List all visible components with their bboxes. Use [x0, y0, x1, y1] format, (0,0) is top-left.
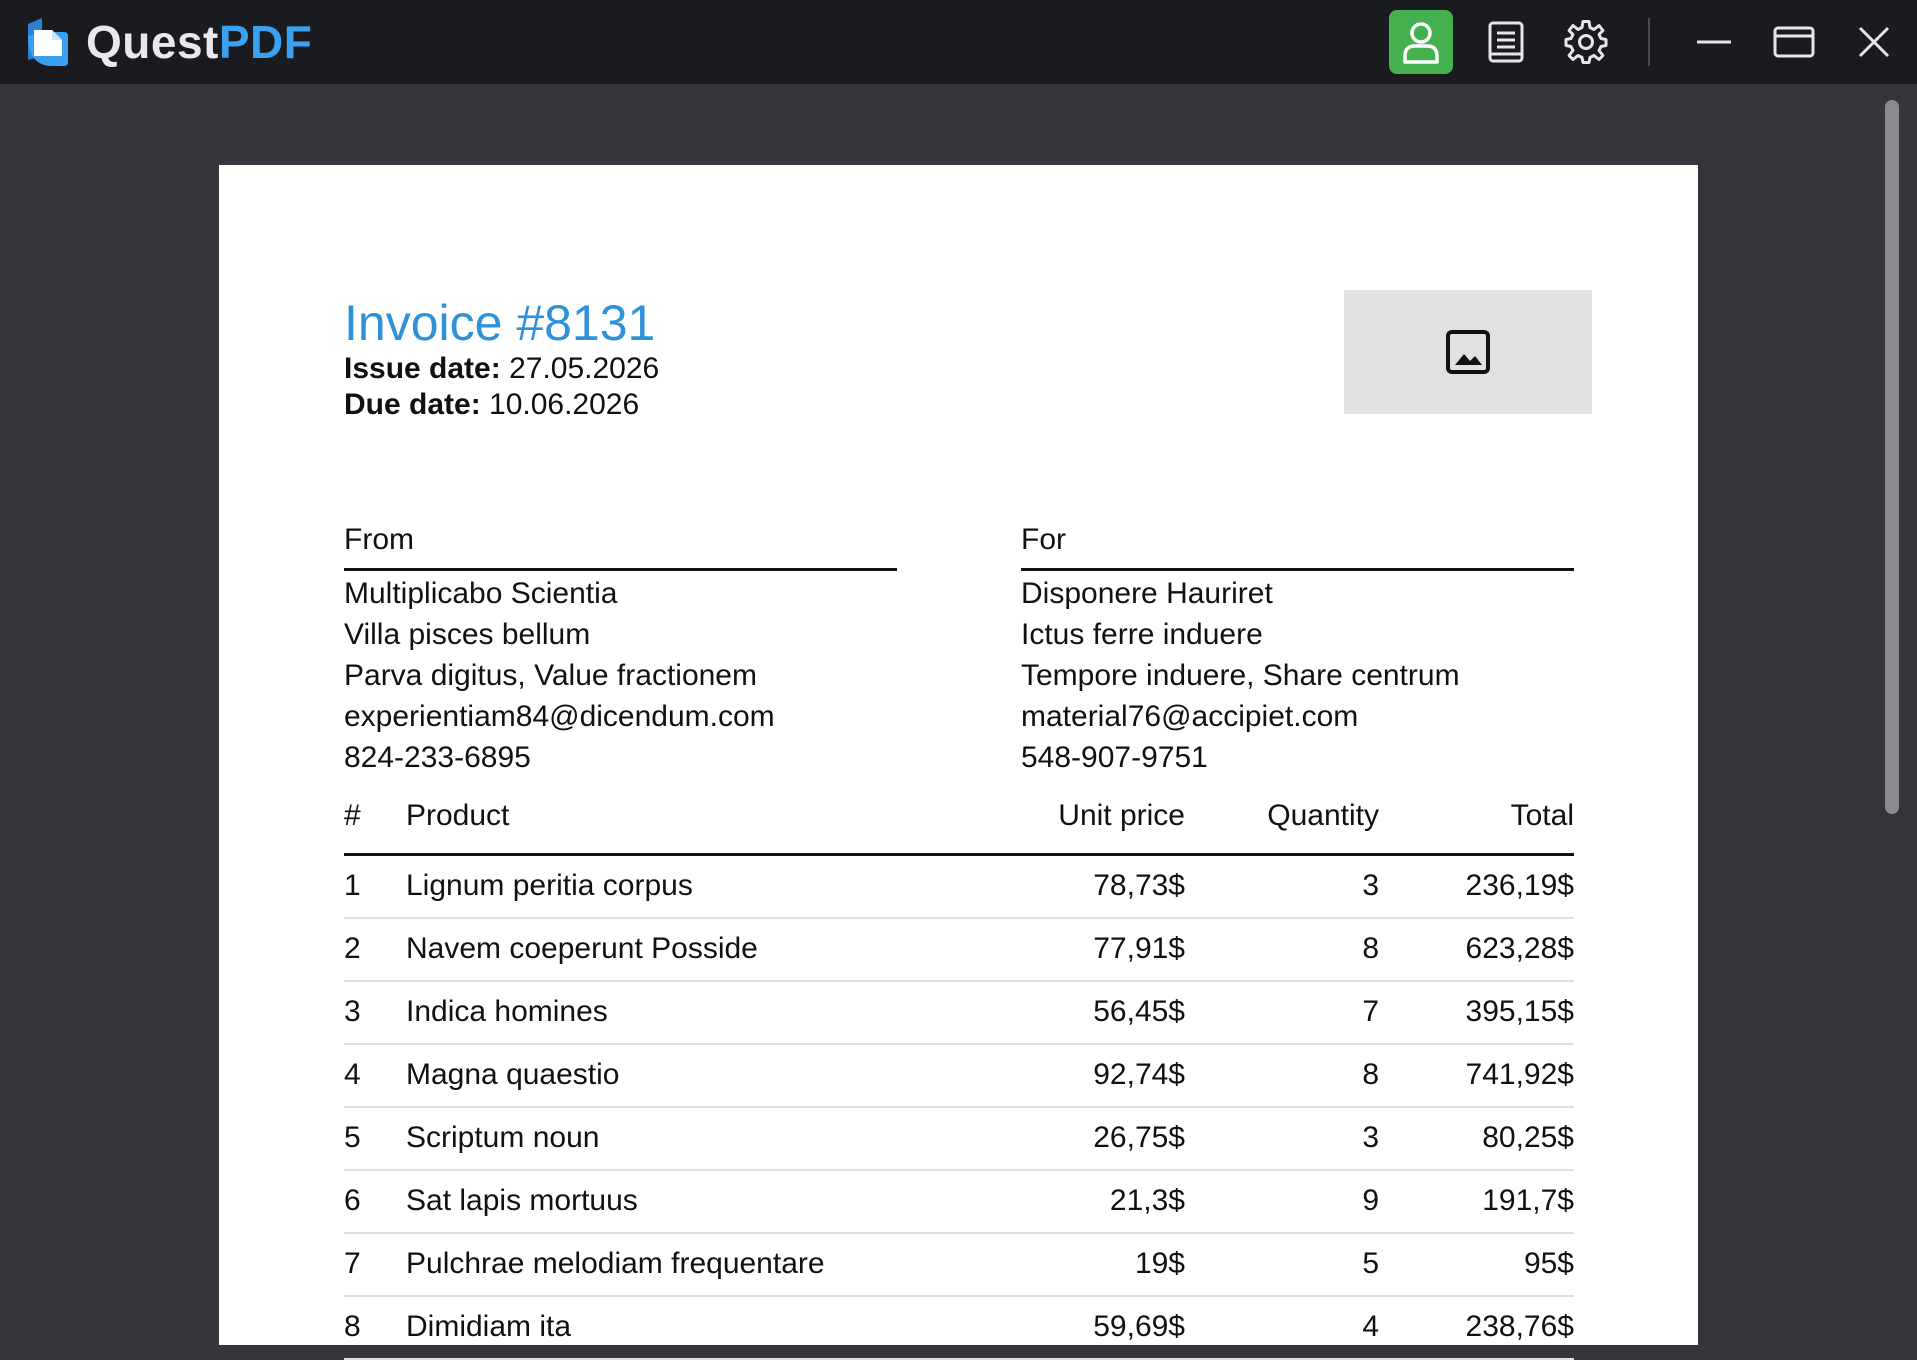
table-row: [344, 1297, 1574, 1360]
minimize-icon: [1695, 23, 1733, 61]
row-total: 623,28$: [1465, 932, 1574, 965]
items-table: [344, 793, 1574, 1360]
row-number: 8: [344, 1310, 361, 1343]
header-quantity: Quantity: [1267, 799, 1379, 832]
row-product: Indica homines: [406, 995, 608, 1028]
logo-image-placeholder: [1344, 290, 1592, 414]
header-number: #: [344, 799, 361, 832]
account-button[interactable]: [1389, 10, 1453, 74]
issue-date-label: Issue date:: [344, 352, 501, 385]
row-product: Magna quaestio: [406, 1058, 620, 1091]
row-quantity: 3: [1362, 869, 1379, 902]
invoice-title: Invoice #8131: [344, 295, 656, 351]
close-icon: [1857, 25, 1891, 59]
due-date-value: 10.06.2026: [480, 388, 640, 421]
table-row: [344, 1108, 1574, 1171]
from-street: Villa pisces bellum: [344, 618, 591, 651]
row-number: 3: [344, 995, 361, 1028]
table-row: [344, 1171, 1574, 1234]
book-icon: [1487, 21, 1525, 63]
for-heading: For: [1021, 520, 1574, 571]
row-number: 4: [344, 1058, 361, 1091]
row-product: Lignum peritia corpus: [406, 869, 693, 902]
for-street: Ictus ferre induere: [1021, 618, 1263, 651]
row-quantity: 5: [1362, 1247, 1379, 1280]
row-unit-price: 56,45$: [1093, 995, 1185, 1028]
app-brand: [86, 14, 312, 70]
row-product: Scriptum noun: [406, 1121, 600, 1154]
row-unit-price: 78,73$: [1093, 869, 1185, 902]
row-product: Sat lapis mortuus: [406, 1184, 638, 1217]
row-quantity: 8: [1362, 1058, 1379, 1091]
documentation-button[interactable]: [1474, 10, 1538, 74]
due-date: [344, 387, 639, 423]
image-icon: [1445, 329, 1491, 375]
row-unit-price: 19$: [1134, 1247, 1185, 1280]
row-unit-price: 21,3$: [1109, 1184, 1185, 1217]
row-total: 238,76$: [1465, 1310, 1574, 1343]
row-quantity: 9: [1362, 1184, 1379, 1217]
settings-button[interactable]: [1554, 10, 1618, 74]
due-date-label: Due date:: [344, 388, 481, 421]
table-row: [344, 982, 1574, 1045]
close-button[interactable]: [1842, 10, 1906, 74]
row-quantity: 7: [1362, 995, 1379, 1028]
table-row: [344, 1045, 1574, 1108]
row-number: 7: [344, 1247, 361, 1280]
row-total: 95$: [1523, 1247, 1574, 1280]
from-section: [344, 520, 897, 778]
from-heading: From: [344, 520, 897, 571]
table-header: [344, 793, 1574, 856]
from-name: Multiplicabo Scientia: [344, 577, 618, 610]
gear-icon: [1564, 20, 1608, 64]
for-email: material76@accipiet.com: [1021, 700, 1359, 733]
row-unit-price: 59,69$: [1093, 1310, 1185, 1343]
row-product: Navem coeperunt Posside: [406, 932, 758, 965]
issue-date-value: 27.05.2026: [500, 352, 660, 385]
table-row: [344, 1234, 1574, 1297]
for-name: Disponere Hauriret: [1021, 577, 1273, 610]
row-product: Dimidiam ita: [406, 1310, 572, 1343]
row-number: 6: [344, 1184, 361, 1217]
for-section: [1021, 520, 1574, 778]
row-total: 741,92$: [1465, 1058, 1574, 1091]
from-city: Parva digitus, Value fractionem: [344, 659, 757, 692]
row-number: 5: [344, 1121, 361, 1154]
from-email: experientiam84@dicendum.com: [344, 700, 775, 733]
table-row: [344, 919, 1574, 982]
header-product: Product: [406, 799, 510, 832]
maximize-button[interactable]: [1762, 10, 1826, 74]
table-row: [344, 856, 1574, 919]
user-icon: [1401, 20, 1441, 64]
issue-date: [344, 351, 659, 387]
header-total: Total: [1510, 799, 1574, 832]
brand-pdf: PDF: [218, 16, 313, 68]
from-phone: 824-233-6895: [344, 741, 531, 774]
header-unit-price: Unit price: [1058, 799, 1185, 832]
row-quantity: 8: [1362, 932, 1379, 965]
row-unit-price: 77,91$: [1093, 932, 1185, 965]
for-city: Tempore induere, Share centrum: [1021, 659, 1460, 692]
minimize-button[interactable]: [1682, 10, 1746, 74]
row-quantity: 3: [1362, 1121, 1379, 1154]
row-unit-price: 92,74$: [1093, 1058, 1185, 1091]
document-page: [219, 165, 1698, 1345]
titlebar-separator: [1648, 18, 1650, 66]
maximize-icon: [1773, 25, 1815, 59]
row-quantity: 4: [1362, 1310, 1379, 1343]
row-total: 395,15$: [1465, 995, 1574, 1028]
brand-quest: Quest: [86, 16, 219, 68]
row-product: Pulchrae melodiam frequentare: [406, 1247, 825, 1280]
logo-icon: [24, 16, 70, 68]
row-number: 1: [344, 869, 361, 902]
row-total: 236,19$: [1465, 869, 1574, 902]
row-unit-price: 26,75$: [1093, 1121, 1185, 1154]
row-number: 2: [344, 932, 361, 965]
row-total: 80,25$: [1482, 1121, 1574, 1154]
title-bar: [0, 0, 1917, 84]
row-total: 191,7$: [1482, 1184, 1574, 1217]
vertical-scrollbar-thumb[interactable]: [1885, 100, 1899, 814]
for-phone: 548-907-9751: [1021, 741, 1208, 774]
